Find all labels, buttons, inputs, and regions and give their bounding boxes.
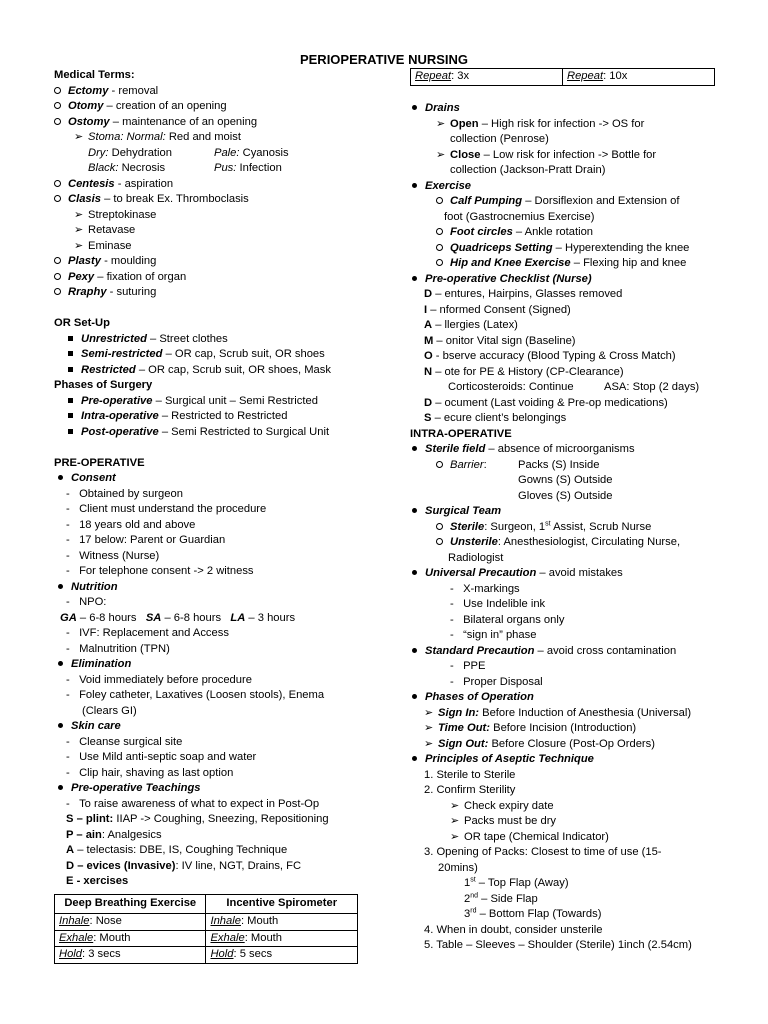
list-item: - “sign in” phase bbox=[450, 629, 537, 641]
table-row bbox=[55, 930, 358, 947]
list-item: - To raise awareness of what to expect in Post-Op bbox=[66, 797, 320, 810]
square-bullet-icon bbox=[68, 398, 73, 403]
circle-bullet-icon bbox=[54, 257, 61, 264]
section-label: Pre-operative Teachings bbox=[54, 781, 404, 797]
splade-item: S – plint: IIAP -> Coughing, Sneezing, Repositioning bbox=[66, 813, 329, 825]
circle-bullet-icon bbox=[54, 273, 61, 280]
phase-item: Pre-operative – Surgical unit – Semi Restricted bbox=[54, 394, 404, 410]
section-label: Principles of Aseptic Technique bbox=[410, 752, 730, 768]
list-item: - Use Mild anti-septic soap and water bbox=[66, 751, 257, 763]
phase-op-item: ➢ Sign Out: Before Closure (Post-Op Orders) bbox=[410, 737, 730, 753]
list-item: - 18 years old and above bbox=[66, 518, 196, 531]
stoma-line: ➢ Stoma: Normal: Red and moist bbox=[54, 130, 404, 146]
square-bullet-icon bbox=[68, 367, 73, 372]
arrow-bullet-icon: ➢ bbox=[436, 117, 446, 130]
square-bullet-icon bbox=[68, 336, 73, 341]
square-bullet-icon bbox=[68, 351, 73, 356]
aseptic-step: 5. Table – Sleeves – Shoulder (Sterile) 1inch (2.54cm) bbox=[424, 939, 692, 951]
dot-bullet-icon bbox=[58, 785, 63, 790]
section-label: Drains bbox=[410, 101, 730, 117]
phase-op-item: ➢ Time Out: Before Incision (Introduction) bbox=[410, 721, 730, 737]
exercise-item: Quadriceps Setting – Hyperextending the knee bbox=[410, 241, 730, 257]
phase-item: Intra-operative – Restricted to Restricted bbox=[54, 409, 404, 425]
phases-heading: Phases of Surgery bbox=[54, 379, 153, 391]
list-item: - Obtained by surgeon bbox=[66, 487, 183, 500]
term-item: Otomy – creation of an opening bbox=[54, 99, 404, 115]
dot-bullet-icon bbox=[58, 584, 63, 589]
aseptic-step: 4. When in doubt, consider unsterile bbox=[424, 923, 603, 936]
term-item: Centesis - aspiration bbox=[54, 177, 404, 193]
checklist-item: N – ote for PE & History (CP-Clearance) bbox=[424, 365, 624, 378]
dot-bullet-icon bbox=[412, 446, 417, 451]
table-header: Incentive Spirometer bbox=[206, 895, 358, 914]
term-item: Ectomy - removal bbox=[54, 84, 404, 100]
section-label: Elimination bbox=[54, 657, 404, 673]
exercise-item: Calf Pumping – Dorsiflexion and Extension of bbox=[410, 194, 730, 210]
circle-bullet-icon bbox=[436, 197, 443, 204]
circle-bullet-icon bbox=[436, 228, 443, 235]
arrow-bullet-icon: ➢ bbox=[450, 815, 460, 827]
team-item: Unsterile: Anesthesiologist, Circulating Nurse, bbox=[410, 535, 730, 551]
intraop-heading: INTRA-OPERATIVE bbox=[410, 427, 512, 440]
arrow-bullet-icon: ➢ bbox=[436, 148, 446, 161]
exercise-item: Foot circles – Ankle rotation bbox=[410, 225, 730, 241]
dot-bullet-icon bbox=[412, 508, 417, 513]
circle-bullet-icon bbox=[436, 244, 443, 251]
splade-item: A – telectasis: DBE, IS, Coughing Technique bbox=[66, 844, 288, 856]
repeat-table bbox=[410, 68, 715, 86]
list-item: - Foley catheter, Laxatives (Loosen stools), Enema bbox=[66, 689, 325, 701]
left-column bbox=[54, 68, 404, 890]
dot-bullet-icon bbox=[58, 723, 63, 728]
arrow-bullet-icon: ➢ bbox=[424, 722, 434, 734]
circle-bullet-icon bbox=[54, 118, 61, 125]
circle-bullet-icon bbox=[54, 87, 61, 94]
dot-bullet-icon bbox=[412, 570, 417, 575]
checklist-item: I – nformed Consent (Signed) bbox=[424, 303, 571, 316]
section-label: Nutrition bbox=[54, 580, 404, 596]
section-label: Standard Precaution – avoid cross contamination bbox=[410, 644, 730, 660]
section-label: Consent bbox=[54, 471, 404, 487]
dot-bullet-icon bbox=[412, 183, 417, 188]
aseptic-step: 2. Confirm Sterility bbox=[424, 784, 516, 796]
list-item: - 17 below: Parent or Guardian bbox=[66, 534, 226, 546]
table-cell: Exhale: Mouth bbox=[55, 930, 206, 947]
arrow-bullet-icon: ➢ bbox=[424, 737, 434, 750]
list-item: - Client must understand the procedure bbox=[66, 503, 267, 515]
or-setup-item: Semi-restricted – OR cap, Scrub suit, OR shoes bbox=[54, 347, 404, 363]
medical-terms-heading: Medical Terms: bbox=[54, 69, 135, 81]
list-item: - NPO: bbox=[66, 596, 107, 608]
clasis-sub-item: ➢ Eminase bbox=[54, 239, 404, 255]
drain-item-cont: collection (Penrose) bbox=[450, 133, 549, 145]
list-item: - Proper Disposal bbox=[450, 675, 543, 688]
aseptic-step-cont: 20mins) bbox=[438, 861, 478, 874]
flap-item: 1st – Top Flap (Away) bbox=[464, 876, 569, 889]
checklist-item: M – onitor Vital sign (Baseline) bbox=[424, 334, 576, 347]
list-item: - Void immediately before procedure bbox=[66, 673, 252, 686]
term-item: Ostomy – maintenance of an opening bbox=[54, 115, 404, 131]
page-title: PERIOPERATIVE NURSING bbox=[299, 52, 469, 67]
list-item: - Malnutrition (TPN) bbox=[66, 642, 170, 655]
checklist-item: O - bserve accuracy (Blood Typing & Cross Match) bbox=[424, 350, 676, 362]
or-setup-item: Restricted – OR cap, Scrub suit, OR shoes, Mask bbox=[54, 363, 404, 379]
breathing-table bbox=[54, 894, 358, 964]
right-column bbox=[410, 101, 730, 954]
term-item: Rraphy - suturing bbox=[54, 285, 404, 301]
circle-bullet-icon bbox=[436, 259, 443, 266]
clasis-sub-item: ➢ Retavase bbox=[54, 223, 404, 239]
arrow-bullet-icon: ➢ bbox=[74, 224, 84, 236]
barrier-item: Barrier: Packs (S) Inside bbox=[410, 458, 730, 474]
barrier-item: Gowns (S) Outside bbox=[518, 474, 613, 486]
dot-bullet-icon bbox=[58, 475, 63, 480]
table-cell: Inhale: Mouth bbox=[206, 914, 358, 931]
aseptic-step: 1. Sterile to Sterile bbox=[424, 768, 516, 781]
dot-bullet-icon bbox=[412, 756, 417, 761]
splade-item: P – ain: Analgesics bbox=[66, 828, 162, 841]
section-label: Phases of Operation bbox=[410, 690, 730, 706]
aseptic-step: 3. Opening of Packs: Closest to time of use (15- bbox=[424, 846, 662, 858]
clasis-sub-item: ➢ Streptokinase bbox=[54, 208, 404, 224]
list-item: - Clip hair, shaving as last option bbox=[66, 766, 234, 779]
table-cell: Hold: 3 secs bbox=[55, 947, 206, 964]
term-item: Pexy – fixation of organ bbox=[54, 270, 404, 286]
drain-item: ➢ Close – Low risk for infection -> Bottle for bbox=[410, 148, 730, 164]
sterility-check: ➢ Check expiry date bbox=[410, 799, 730, 815]
exercise-item-cont: foot (Gastrocnemius Exercise) bbox=[444, 210, 595, 223]
preop-heading: PRE-OPERATIVE bbox=[54, 456, 145, 469]
dot-bullet-icon bbox=[412, 694, 417, 699]
circle-bullet-icon bbox=[54, 195, 61, 202]
dot-bullet-icon bbox=[412, 276, 417, 281]
stoma-grid-row: Black: Necrosis Pus: Infection bbox=[88, 162, 282, 174]
phase-op-item: ➢ Sign In: Before Induction of Anesthesia (Universal) bbox=[410, 706, 730, 722]
list-item: - Cleanse surgical site bbox=[66, 735, 183, 748]
circle-bullet-icon bbox=[54, 102, 61, 109]
list-item: - X-markings bbox=[450, 582, 520, 595]
or-setup-heading: OR Set-Up bbox=[54, 317, 110, 329]
section-label: Skin care bbox=[54, 719, 404, 735]
repeat-cell: Repeat: 3x bbox=[411, 69, 563, 86]
section-label: Sterile field – absence of microorganisms bbox=[410, 442, 730, 458]
table-cell: Exhale: Mouth bbox=[206, 930, 358, 947]
list-item-cont: (Clears GI) bbox=[82, 704, 137, 717]
circle-bullet-icon bbox=[436, 523, 443, 530]
checklist-item: D – ocument (Last voiding & Pre-op medications) bbox=[424, 396, 668, 409]
checklist-item: S – ecure client’s belongings bbox=[424, 412, 567, 424]
term-item: Clasis – to break Ex. Thromboclasis bbox=[54, 192, 404, 208]
arrow-bullet-icon: ➢ bbox=[74, 239, 84, 252]
section-label: Exercise bbox=[410, 179, 730, 195]
list-item: - Bilateral organs only bbox=[450, 613, 565, 626]
stoma-grid-row: Dry: Dehydration Pale: Cyanosis bbox=[88, 146, 289, 159]
table-cell: Hold: 5 secs bbox=[206, 947, 358, 964]
circle-bullet-icon bbox=[54, 288, 61, 295]
dot-bullet-icon bbox=[412, 105, 417, 110]
arrow-bullet-icon: ➢ bbox=[450, 830, 460, 843]
team-item-cont: Radiologist bbox=[448, 551, 504, 564]
drain-item: ➢ Open – High risk for infection -> OS for bbox=[410, 117, 730, 133]
flap-item: 3rd – Bottom Flap (Towards) bbox=[464, 907, 602, 920]
team-item: Sterile: Surgeon, 1st Assist, Scrub Nurse bbox=[410, 520, 730, 536]
list-item: - For telephone consent -> 2 witness bbox=[66, 565, 254, 577]
anesthesia-times: GA – 6-8 hours SA – 6-8 hours LA – 3 hours bbox=[60, 611, 296, 624]
table-header: Deep Breathing Exercise bbox=[55, 895, 206, 914]
dot-bullet-icon bbox=[412, 648, 417, 653]
arrow-bullet-icon: ➢ bbox=[74, 208, 84, 221]
barrier-item: Gloves (S) Outside bbox=[518, 489, 613, 502]
splade-item: E - xercises bbox=[66, 875, 129, 887]
table-row bbox=[55, 914, 358, 931]
circle-bullet-icon bbox=[436, 461, 443, 468]
arrow-bullet-icon: ➢ bbox=[424, 706, 434, 719]
circle-bullet-icon bbox=[436, 538, 443, 545]
dot-bullet-icon bbox=[58, 661, 63, 666]
checklist-item: D – entures, Hairpins, Glasses removed bbox=[424, 288, 623, 300]
square-bullet-icon bbox=[68, 413, 73, 418]
medication-note: Corticosteroids: Continue ASA: Stop (2 days) bbox=[448, 381, 700, 393]
or-setup-item: Unrestricted – Street clothes bbox=[54, 332, 404, 348]
drain-item-cont: collection (Jackson-Pratt Drain) bbox=[450, 164, 606, 176]
flap-item: 2nd – Side Flap bbox=[464, 891, 538, 905]
section-label: Surgical Team bbox=[410, 504, 730, 520]
term-item: Plasty - moulding bbox=[54, 254, 404, 270]
exercise-item: Hip and Knee Exercise – Flexing hip and knee bbox=[410, 256, 730, 272]
checklist-item: A – llergies (Latex) bbox=[424, 319, 518, 331]
table-row bbox=[55, 947, 358, 964]
list-item: - Use Indelible ink bbox=[450, 598, 546, 610]
splade-item: D – evices (Invasive): IV line, NGT, Drains, FC bbox=[66, 859, 302, 872]
list-item: - Witness (Nurse) bbox=[66, 549, 160, 562]
arrow-bullet-icon: ➢ bbox=[74, 131, 84, 143]
phase-item: Post-operative – Semi Restricted to Surgical Unit bbox=[54, 425, 404, 441]
square-bullet-icon bbox=[68, 429, 73, 434]
section-label: Universal Precaution – avoid mistakes bbox=[410, 566, 730, 582]
table-cell: Inhale: Nose bbox=[55, 914, 206, 931]
repeat-cell: Repeat: 10x bbox=[563, 69, 715, 86]
circle-bullet-icon bbox=[54, 180, 61, 187]
sterility-check: ➢ OR tape (Chemical Indicator) bbox=[410, 830, 730, 846]
sterility-check: ➢ Packs must be dry bbox=[410, 814, 730, 830]
arrow-bullet-icon: ➢ bbox=[450, 799, 460, 812]
section-label: Pre-operative Checklist (Nurse) bbox=[410, 272, 730, 288]
list-item: - IVF: Replacement and Access bbox=[66, 627, 229, 639]
list-item: - PPE bbox=[450, 660, 486, 672]
